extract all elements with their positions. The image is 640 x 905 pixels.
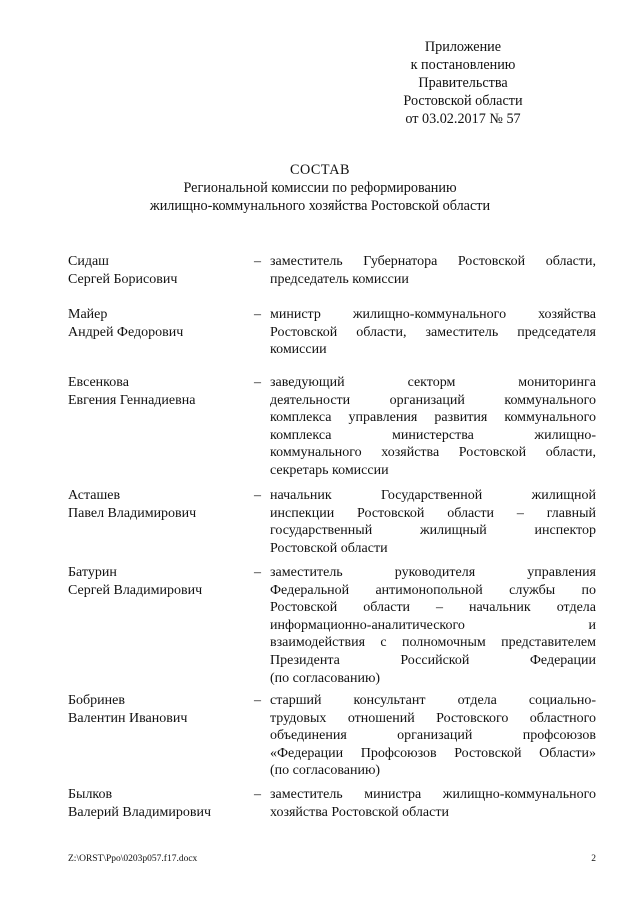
- role-line: государственный жилищный инспектор: [270, 523, 596, 539]
- role-line: секретарь комиссии: [270, 462, 389, 478]
- member-name: [68, 306, 253, 341]
- role-line: коммунального хозяйства Ростовской области,: [270, 445, 596, 461]
- document-title: [0, 161, 640, 215]
- role-line: взаимодействия с полномочным представителем: [270, 635, 596, 651]
- appendix-line: Приложение: [424, 39, 502, 55]
- dash-separator: –: [254, 787, 261, 802]
- member-given-name: Сергей Борисович: [68, 271, 178, 287]
- appendix-line: Правительства: [418, 75, 508, 91]
- role-line: заместитель министра жилищно-коммунального: [270, 787, 596, 802]
- role-line: «Федерации Профсоюзов Ростовской Области»: [270, 745, 596, 761]
- role-line: информационно-аналитического и: [270, 617, 596, 633]
- title-line: жилищно-коммунального хозяйства Ростовской области: [149, 198, 491, 214]
- member-name: [68, 253, 253, 288]
- member-given-name: Евгения Геннадиевна: [68, 392, 196, 408]
- title-line: Региональной комиссии по реформированию: [183, 180, 457, 196]
- dash-separator: –: [254, 693, 261, 708]
- role-line: Ростовской области – начальник отдела: [270, 600, 596, 616]
- role-line: председатель комиссии: [270, 271, 409, 287]
- member-role: [270, 487, 596, 557]
- member-role: [270, 786, 596, 821]
- role-line: старший консультант отдела социально-: [270, 693, 596, 708]
- member-name: [68, 786, 253, 821]
- member-role: [270, 692, 596, 780]
- appendix-line: от 03.02.2017 № 57: [405, 111, 521, 127]
- member-surname: Былков: [68, 787, 113, 802]
- role-line: объединения организаций профсоюзов: [270, 728, 596, 744]
- role-line: (по согласованию): [270, 670, 381, 686]
- member-name: [68, 564, 253, 599]
- title-heading: СОСТАВ: [289, 162, 350, 178]
- role-line: Ростовской области, заместитель председателя: [270, 324, 596, 340]
- member-role: [270, 306, 596, 359]
- member-surname: Асташев: [68, 488, 121, 503]
- role-line: комиссии: [270, 342, 327, 358]
- dash-separator: –: [254, 488, 261, 503]
- role-line: заместитель Губернатора Ростовской области,: [270, 254, 596, 269]
- member-surname: Евсенкова: [68, 375, 129, 390]
- role-line: заместитель руководителя управления: [270, 565, 596, 580]
- member-name: [68, 487, 253, 522]
- dash-separator: –: [254, 375, 261, 390]
- role-line: инспекции Ростовской области – главный: [270, 505, 596, 521]
- page-number: 2: [591, 854, 596, 864]
- member-role: [270, 564, 596, 687]
- dash-separator: –: [254, 565, 261, 580]
- member-role: [270, 253, 596, 288]
- member-given-name: Валентин Иванович: [68, 710, 188, 726]
- role-line: Федеральной антимонопольной службы по: [270, 582, 596, 598]
- role-line: Ростовской области: [270, 540, 388, 556]
- member-given-name: Павел Владимирович: [68, 505, 197, 521]
- role-line: заведующий секторм мониторинга: [270, 375, 596, 390]
- role-line: хозяйства Ростовской области: [270, 804, 449, 820]
- member-surname: Батурин: [68, 565, 117, 580]
- member-given-name: Валерий Владимирович: [68, 804, 212, 820]
- member-given-name: Сергей Владимирович: [68, 582, 203, 598]
- dash-separator: –: [254, 307, 261, 322]
- role-line: (по согласованию): [270, 763, 381, 779]
- member-name: [68, 692, 253, 727]
- role-line: трудовых отношений Ростовского областного: [270, 710, 596, 726]
- appendix-line: Ростовской области: [403, 93, 523, 109]
- member-role: [270, 374, 596, 480]
- role-line: комплекса министерства жилищно-: [270, 427, 596, 443]
- role-line: министр жилищно-коммунального хозяйства: [270, 307, 596, 322]
- member-surname: Майер: [68, 307, 108, 322]
- member-name: [68, 374, 253, 409]
- role-line: начальник Государственной жилищной: [270, 488, 596, 503]
- appendix-line: к постановлению: [410, 57, 516, 73]
- role-line: комплекса управления развития коммунального: [270, 410, 596, 426]
- role-line: деятельности организаций коммунального: [270, 392, 596, 408]
- member-surname: Сидаш: [68, 254, 109, 269]
- dash-separator: –: [254, 254, 261, 269]
- file-path: Z:\ORST\Ppo\0203p057.f17.docx: [68, 854, 198, 864]
- appendix-block: [363, 38, 563, 128]
- role-line: Президента Российской Федерации: [270, 652, 596, 668]
- member-surname: Бобринев: [68, 693, 125, 708]
- member-given-name: Андрей Федорович: [68, 324, 184, 340]
